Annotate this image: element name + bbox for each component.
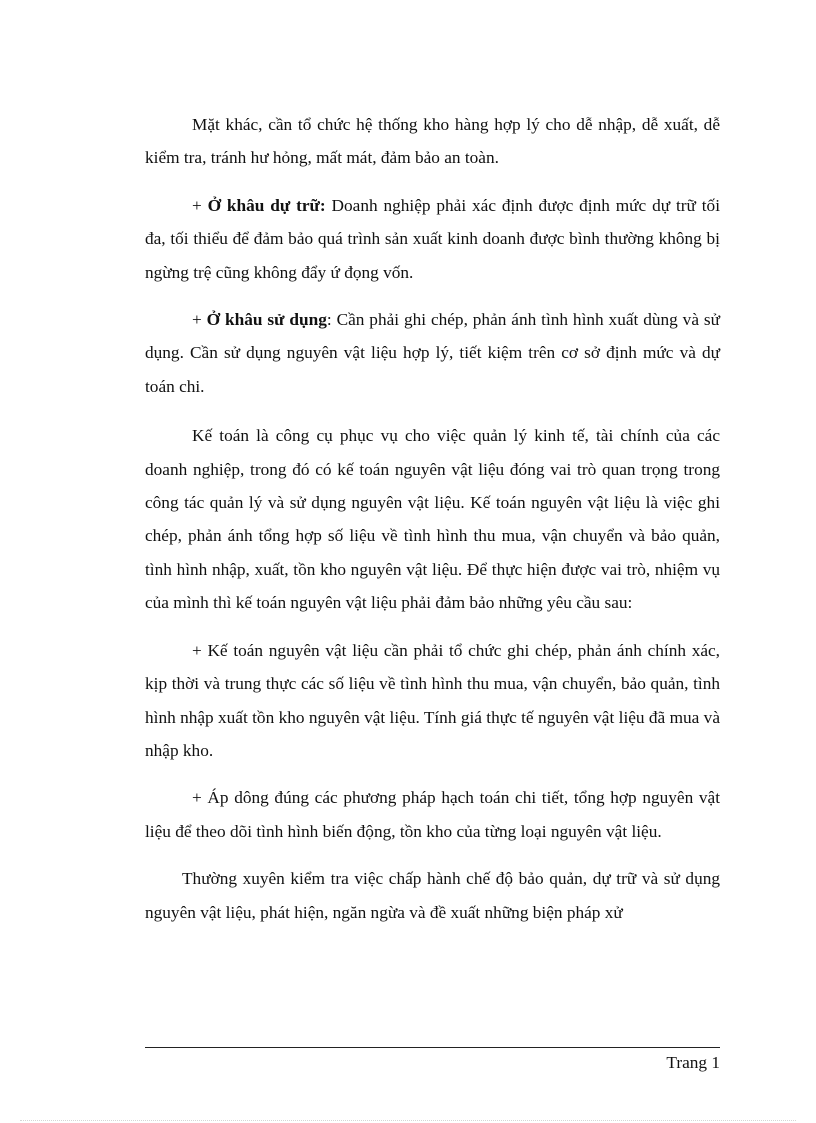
- usage-stage-heading: Ở khâu sử dụng: [206, 310, 327, 330]
- footer-divider: [145, 1047, 720, 1048]
- paragraph-accounting-role: Kế toán là công cụ phục vụ cho việc quản lý kinh tế, tài chính của các doanh nghiệp, trong đó có kế toán nguyên vật liệu đóng vai trò quan trọng trong công tác quản lý và sử dụng nguyên vật liệu. Kế toán nguyên vật liệu là việc ghi chép, phản ánh tổng hợp số liệu về tình hình thu mua, vận chuyển và bảo quản, tình hình nhập, xuất, tồn kho nguyên vật liệu. Để thực hiện được vai trò, nhiệm vụ của mình thì kế toán nguyên vật liệu phải đảm bảo những yêu cầu sau:: [145, 426, 720, 613]
- paragraph-usage-stage: [145, 303, 720, 403]
- bullet-prefix: +: [192, 310, 207, 330]
- paragraph-requirement-recording: + Kế toán nguyên vật liệu cần phải tổ chức ghi chép, phản ánh chính xác, kịp thời và trung thực các số liệu về tình hình thu mua, vận chuyển, bảo quản, tình hình nhập xuất tồn kho nguyên vật liệu. Tính giá thực tế nguyên vật liệu đã mua và nhập kho.: [145, 640, 720, 760]
- page-number: Trang 1: [666, 1053, 720, 1072]
- paragraph-inspection: Thường xuyên kiểm tra việc chấp hành chế độ bảo quản, dự trữ và sử dụng nguyên vật liệu, phát hiện, ngăn ngừa và đề xuất những biện pháp xử: [145, 869, 720, 922]
- paragraph-warehouse: Mặt khác, cần tổ chức hệ thống kho hàng hợp lý cho dễ nhập, dễ xuất, dễ kiểm tra, tránh hư hỏng, mất mát, đảm bảo an toàn.: [145, 115, 720, 168]
- reserve-stage-heading: Ở khâu dự trữ:: [207, 195, 326, 215]
- page-bottom-edge: [20, 1120, 796, 1121]
- bullet-prefix: +: [192, 195, 208, 215]
- paragraph-reserve-stage: [145, 189, 720, 289]
- usage-stage-text: : Cần phải ghi chép, phản ánh tình hình xuất dùng và sử dụng. Cần sử dụng nguyên vật liệu hợp lý, tiết kiệm trên cơ sở định mức và dự toán chi.: [145, 310, 720, 396]
- reserve-stage-text: Doanh nghiệp phải xác định được định mức dự trữ tối đa, tối thiểu để đảm bảo quá trình sản xuất kinh doanh được bình thường không bị ngừng trệ cũng không đẩy ứ đọng vốn.: [145, 195, 720, 282]
- paragraph-requirement-methods: + Áp dông đúng các phương pháp hạch toán chi tiết, tổng hợp nguyên vật liệu để theo dõi tình hình biến động, tồn kho của từng loại nguyên vật liệu.: [145, 788, 720, 841]
- document-body: [145, 108, 720, 929]
